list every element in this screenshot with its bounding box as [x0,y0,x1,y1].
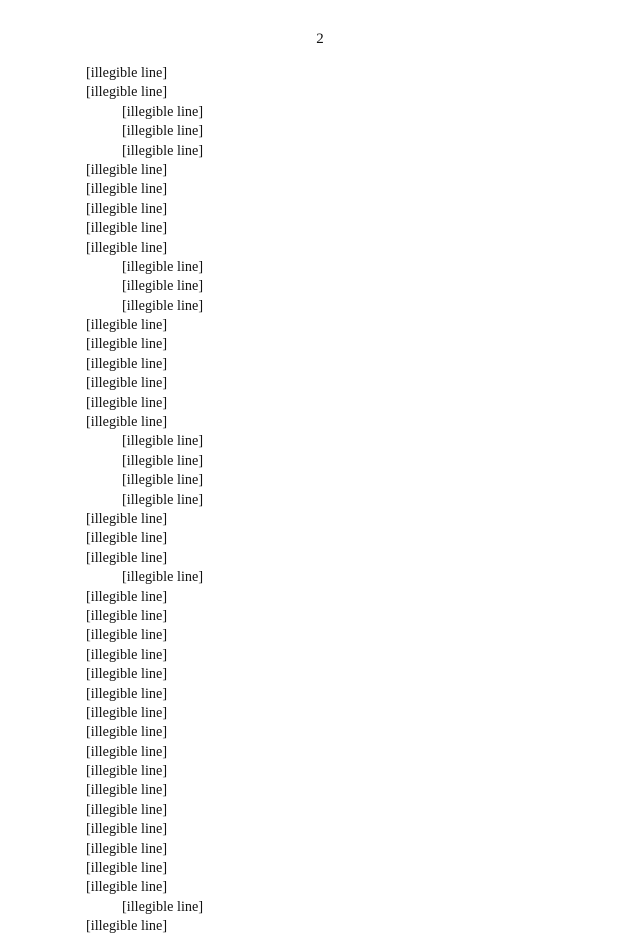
text-line: [illegible line] [86,801,168,818]
text-line: [illegible line] [86,181,168,198]
text-line: [illegible line] [86,704,168,721]
text-line: [illegible line] [86,724,168,741]
text-line: [illegible line] [86,646,168,663]
text-line: [illegible line] [122,569,204,586]
text-line: [illegible line] [86,65,168,81]
text-line: [illegible line] [86,666,168,683]
text-line: [illegible line] [86,220,168,237]
text-line: [illegible line] [122,472,204,489]
text-line: [illegible line] [86,549,168,566]
page-number: 2 [316,31,324,47]
text-line: [illegible line] [86,782,168,799]
text-line: [illegible line] [86,763,168,780]
text-line: [illegible line] [122,491,204,508]
text-line: [illegible line] [86,84,168,101]
text-line: [illegible line] [86,375,168,392]
text-line: [illegible line] [122,898,204,915]
text-line: [illegible line] [86,161,168,178]
text-line: [illegible line] [122,123,204,140]
text-line: [illegible line] [86,317,168,334]
text-line: [illegible line] [122,142,204,159]
text-line: [illegible line] [122,103,204,120]
text-line: [illegible line] [122,278,204,295]
text-line: [illegible line] [86,743,168,760]
text-line: [illegible line] [86,394,168,411]
text-line: [illegible line] [86,336,168,353]
text-line: [illegible line] [86,918,168,935]
text-line: [illegible line] [86,239,168,256]
text-line: [illegible line] [86,200,168,217]
text-line: [illegible line] [122,258,204,275]
text-line: [illegible line] [86,414,168,431]
document-body [86,64,612,937]
text-line: [illegible line] [86,627,168,644]
text-line: [illegible line] [122,297,204,314]
text-line: [illegible line] [86,879,168,896]
text-line: [illegible line] [86,685,168,702]
text-line: [illegible line] [86,860,168,877]
text-line: [illegible line] [86,510,168,527]
text-line: [illegible line] [86,821,168,838]
text-line: [illegible line] [86,607,168,624]
text-line: [illegible line] [86,840,168,857]
text-line: [illegible line] [86,588,168,605]
text-line: [illegible line] [86,530,168,547]
text-line: [illegible line] [86,355,168,372]
text-line: [illegible line] [122,452,204,469]
text-line: [illegible line] [122,433,204,450]
